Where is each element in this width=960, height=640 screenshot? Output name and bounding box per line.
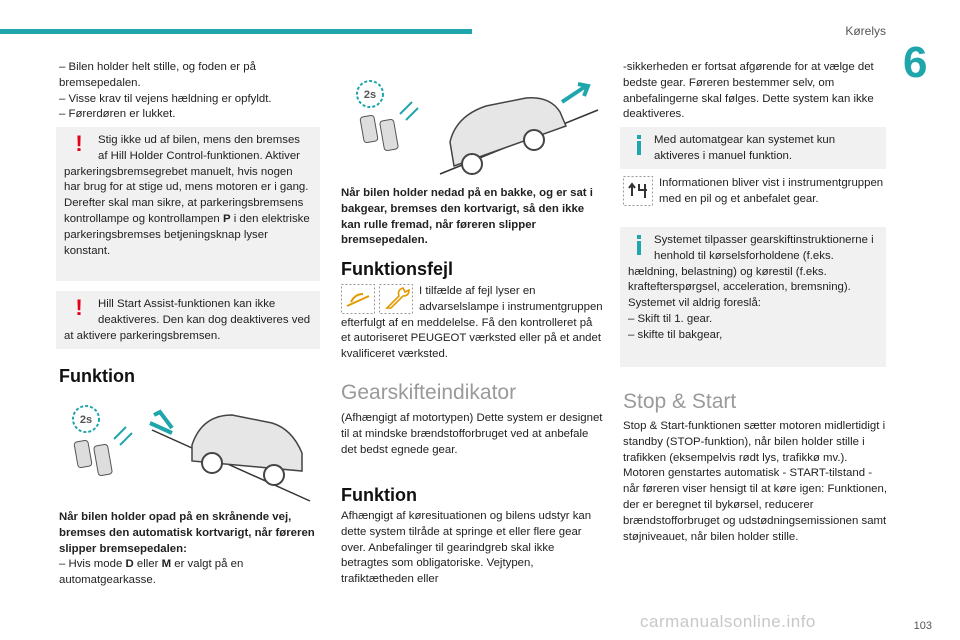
pedal-icon [380,119,399,151]
list-item: – Førerdøren er lukket. [59,108,176,121]
section-heading: Funktion [59,366,135,386]
info-box [620,127,886,169]
continued-paragraph: -sikkerheden er fortsat afgørende for at vælge det bedste gear. Føreren bestemmer selv, om anbefalingerne skal følges. Dette system kan ikke deaktiveres. [623,61,874,121]
hill-downhill-illustration [340,70,600,180]
caption-line: – Hvis mode D eller M er valgt på en automatgearkasse. [59,558,244,587]
stop-start-paragraph: Stop & Start-funktionen sætter motoren midlertidigt i standby (STOP-funktion), når bilen holder stille i trafikken (eksempelvis rødt lys, trafikkø mv.). Motoren genstartes automatisk - START-tilstand - når føreren viser hensigt til at køre igen: Funktionen, der er beregnet til bykørsel, reducerer brændstofforbruget og udstødningsemissionen samt støjniveauet, når bilen holder stille. [623,420,888,543]
watermark: carmanualsonline.info [640,612,816,631]
wrench-icon [379,284,413,314]
uphill-caption [59,510,321,589]
info-box [620,227,886,367]
warning-text: Stig ikke ud af bilen, mens den bremses af Hill Holder Control-funktionen. Aktiver parkeringsbremsegrebet manuelt, hvis nogen har brug for at stige ud, mens motoren er i gang. Derefter skal man sikre, at parkeringsbremsens kontrollampe og kontrollampen [64,134,309,225]
info-text: Informationen bliver vist i instrumentgruppen med en pil og et anbefalet gear. [659,177,884,205]
pedal-icon [94,444,113,476]
hill-assist-warning-icon [341,284,375,314]
section-heading: Stop & Start [623,390,737,413]
chapter-title: Kørelys [845,24,886,38]
release-arrow-icon [114,427,132,445]
fault-text: I tilfælde af fejl lyser en advarselslampe i instrumentgruppen efterfulgt af en meddelelse. Få den kontrolleret på et autoriseret PEUGEOT værksted eller på et andet kvalificeret værksted. [341,285,603,361]
chapter-color-bar [0,29,472,34]
pedal-icon [74,440,92,468]
pedal-icon [360,115,378,143]
section-heading: Funktion [341,485,417,505]
section-heading: Funktionsfejl [341,259,453,279]
gear-display-note [623,176,888,208]
caption-bold: Når bilen holder opad på en skrånende vej, bremses den automatisk kortvarigt, når føreren slipper bremsepedalen: [59,511,315,555]
arrow-icon [562,84,588,102]
svg-text:2s: 2s [79,414,93,426]
warning-text-tail: i den elektriske parkeringsbremses betjeningsknap lyser konstant. [64,212,310,257]
info-text: – Skift til 1. gear. [628,312,713,325]
warning-icon: ! [75,131,83,156]
condition-list [59,60,319,123]
info-icon [634,135,644,155]
info-text: – skifte til bakgear, [628,328,723,341]
downhill-caption: Når bilen holder nedad på en bakke, og er sat i bakgear, bremses den kortvarigt, så den ikke kan rulle fremad, når føreren slipper bremsepedalen. [341,187,593,247]
function-paragraph: Afhængigt af køresituationen og bilens udstyr kan dette system tilråde at springe et eller flere gear over. Anbefalinger til gearindgreb skal ikke betragtes som obligatoriske. Vejtypen, trafiktætheden eller [341,510,592,586]
list-item: – Bilen holder helt stille, og foden er på bremsepedalen. [59,61,256,89]
gear-paragraph: (Afhængigt af motortypen) Dette system er designet til at mindske brændstofforbruget ved at anbefale det bedst egnede gear. [341,412,603,456]
warning-box [56,127,320,281]
info-icon [634,235,644,255]
info-text: Systemet tilpasser gearskiftinstruktionerne i henhold til kørselsforholdene (f.eks. hældning, belastning) og kørestil (f.eks. kraftefterspørgsel, acceleration, bremsning). [628,234,874,294]
warning-box [56,291,320,349]
page-number: 103 [913,620,932,632]
release-arrow-icon [400,102,418,120]
warning-icon: ! [75,295,83,320]
list-item: – Visse krav til vejens hældning er opfyldt. [59,92,272,105]
section-heading: Gearskifteindikator [341,381,517,404]
warning-text: Hill Start Assist-funktionen kan ikke deaktiveres. Den kan dog deaktiveres ved at aktivere parkeringsbremsen. [64,298,311,342]
info-text: Systemet vil aldrig foreslå: [628,297,761,310]
chapter-number: 6 [903,38,928,87]
warning-bold-letter: P [222,212,231,225]
info-text: Med automatgear kan systemet kun aktiveres i manuel funktion. [654,134,836,162]
fault-paragraph [341,284,603,363]
gear-shift-icon [623,176,653,206]
hill-uphill-illustration [62,395,312,503]
svg-text:2s: 2s [363,89,377,101]
